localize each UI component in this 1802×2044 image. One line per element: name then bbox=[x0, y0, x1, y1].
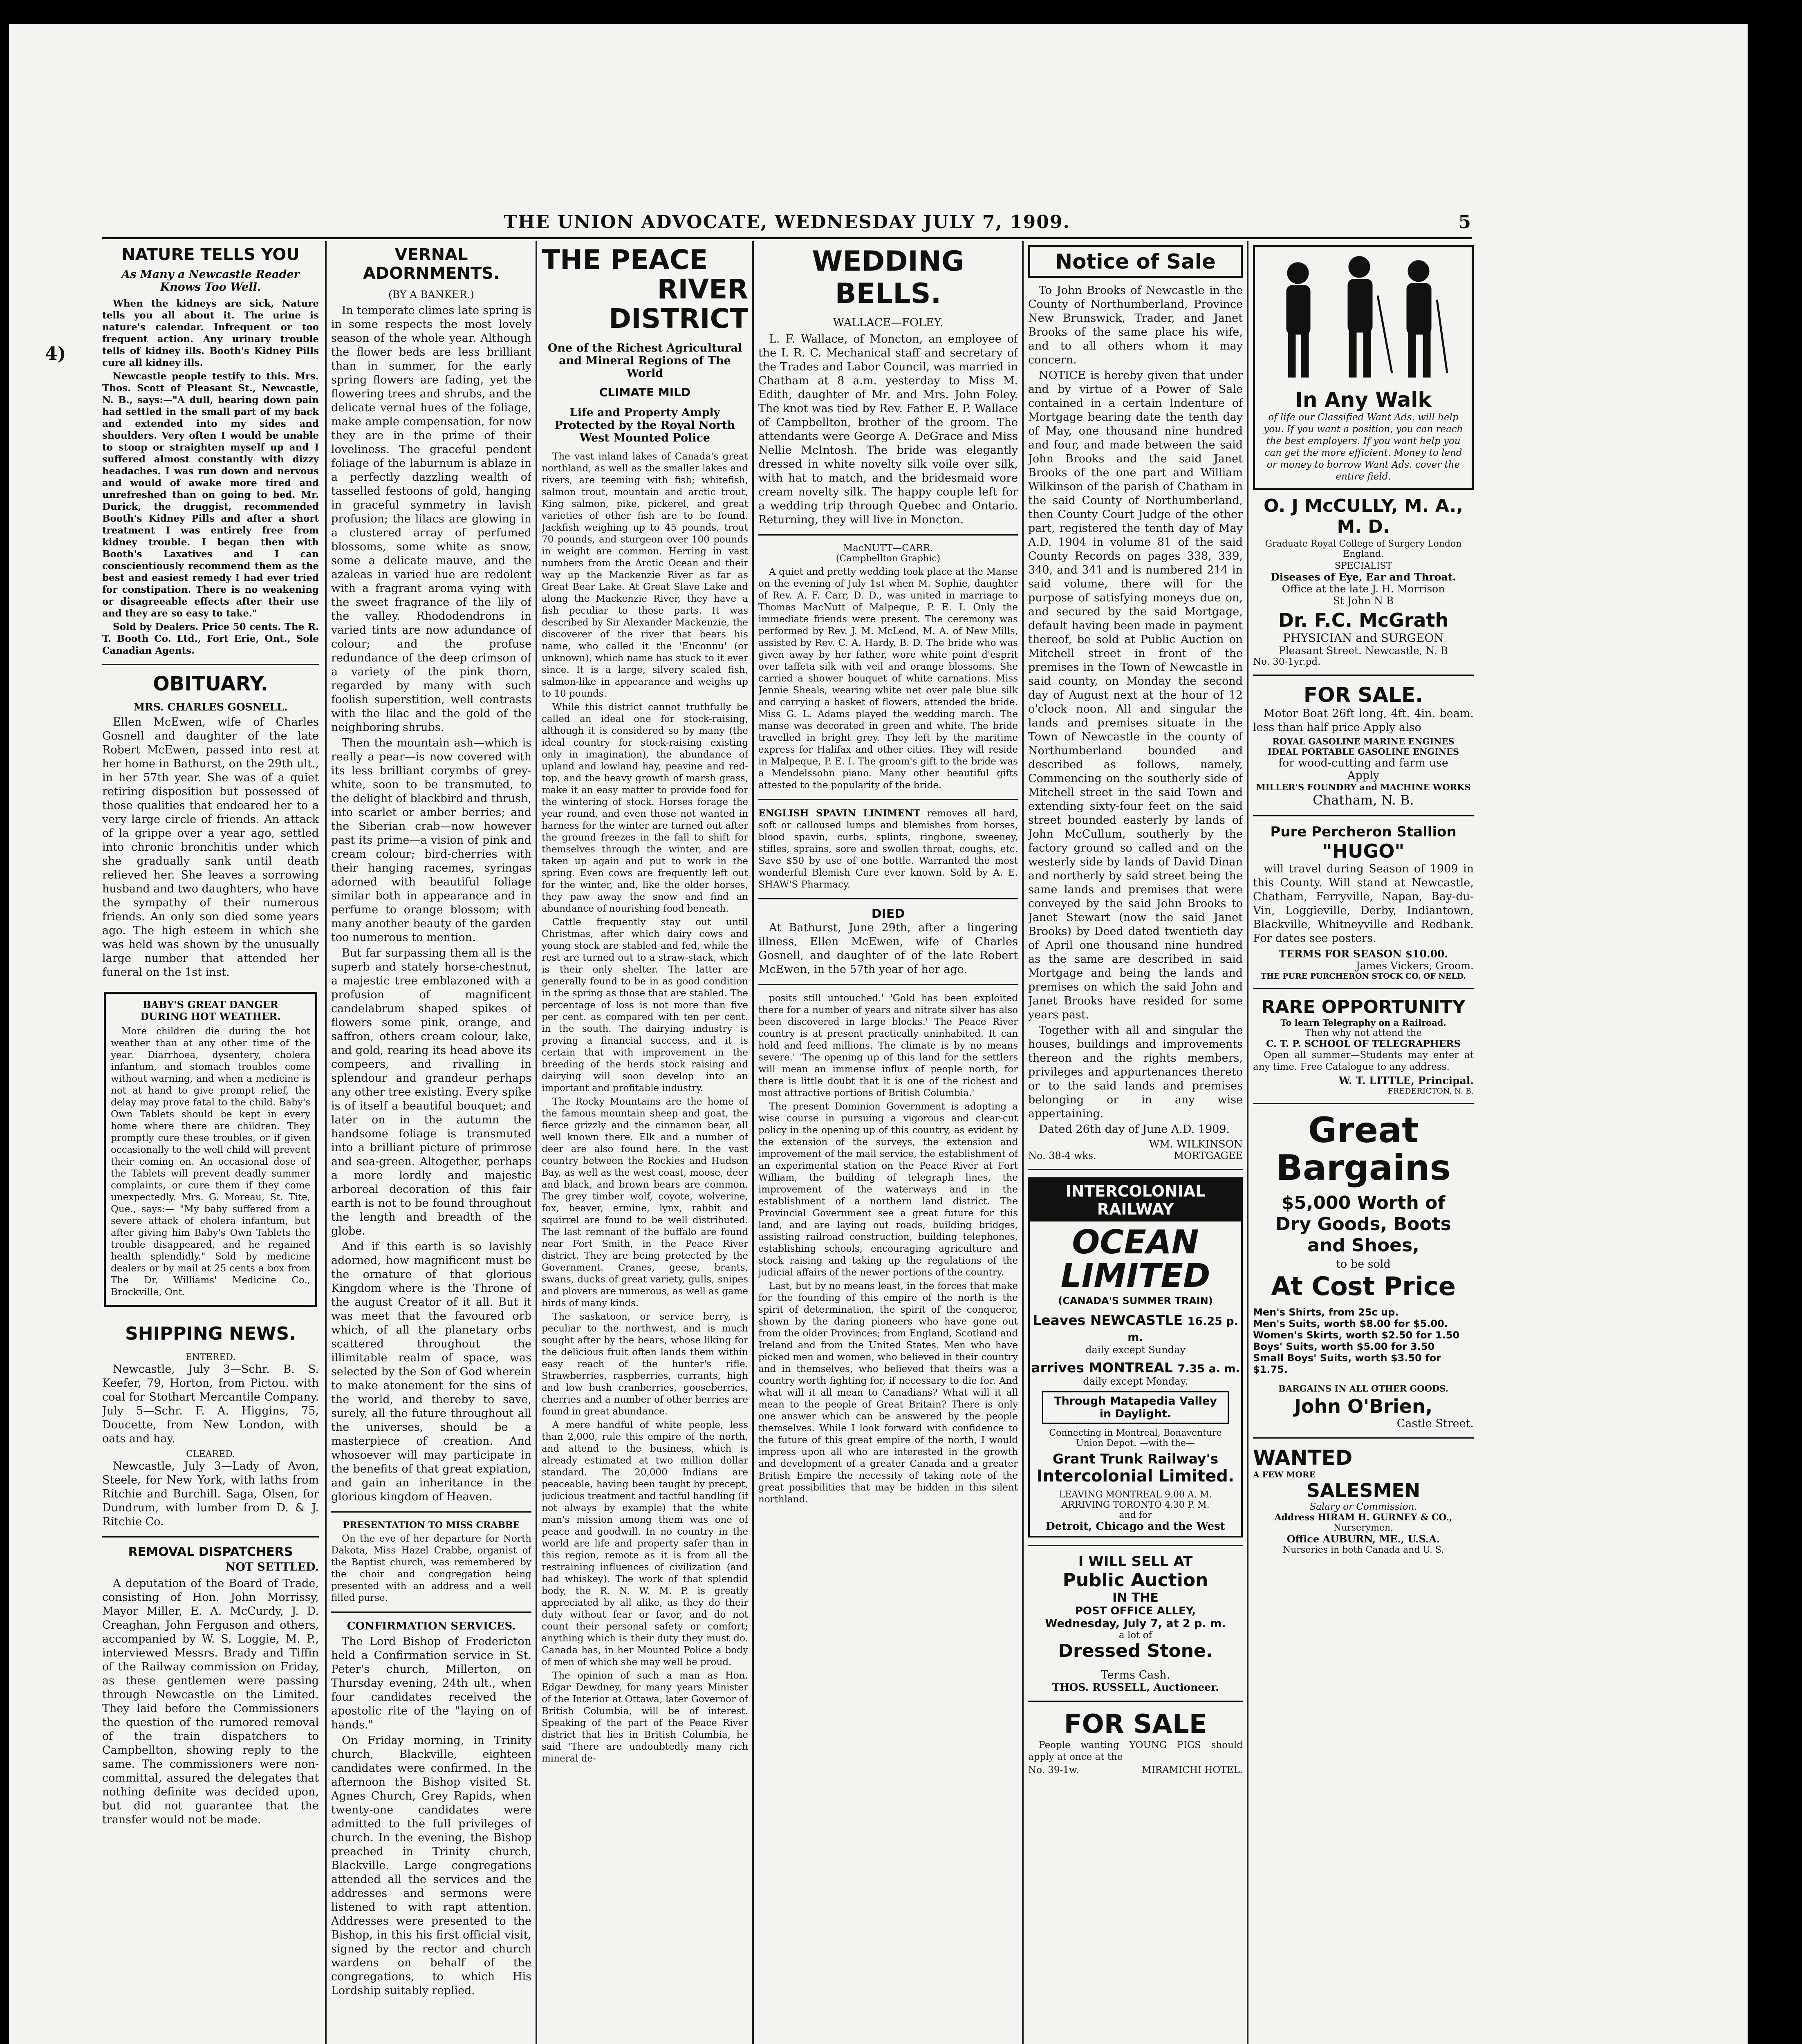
intercolonial-banner: INTERCOLONIAL RAILWAY bbox=[1030, 1179, 1241, 1221]
column-3 bbox=[542, 245, 748, 2044]
forsale-boat-line: for wood-cutting and farm use bbox=[1278, 757, 1448, 769]
rare-school: C. T. P. SCHOOL OF TELEGRAPHERS bbox=[1266, 1038, 1461, 1049]
hugo-name: "HUGO" bbox=[1322, 840, 1405, 862]
peace-paragraph: The Rocky Mountains are the home of the famous mountain sheep and goat, the fierce grizzly and the cinnamon bear, all well known there. Elk and a number of deer are also found here. In the vast country between the Rockies and Hudson Bay, as well as the west coast, moose, deer and black, and brown bears are common. The grey timber wolf, coyote, wolverine, fox, beaver, ermine, lynx, rabbit and squirrel are found to be well distributed. The last remnant of the buffalo are found near Fort Smith, in the Peace River district. They are being protected by the Government. Cranes, geese, brants, swans, ducks of great variety, gulls, snipes and plovers are numerous, as well as game birds of many kinds. bbox=[542, 1096, 748, 1309]
nature-verse: When the kidneys are sick, Nature tells you all about it. The urine is nature's calendar. Infrequent or too frequent action. Any urinary trouble tells of kidney ills. Booth's Kidney Pills cure all kidney ills. bbox=[102, 298, 319, 368]
nature-subheading: As Many a Newcastle Reader bbox=[121, 268, 300, 281]
auction-line: Wednesday, July 7, at 2 p. m. bbox=[1045, 1617, 1226, 1630]
scan-right-shadow bbox=[1748, 0, 1802, 2044]
bargains-heading: Bargains bbox=[1276, 1148, 1451, 1188]
divider bbox=[1028, 1545, 1243, 1546]
vernal-paragraph: But far surpassing them all is the superb and stately horse-chestnut, a majestic tree emblazoned with a profusion of magnificent candelabrum shaped spikes of flowers some pink, orange, and saffron, others cream colour, lake, and gold, rearing its head above its compeers, and rivalling in splendour and grandeur perhaps any other tree existing. Every spike is of itself a beautiful bouquet; and later on in the autumn the handsome foliage is transmuted into a brilliant picture of primrose and sea-green. Altogether, perhaps a more lordly and majestic arboreal decoration of this fair earth is not to be found throughout the length and breadth of the globe. bbox=[331, 947, 531, 1237]
peace-subheading: One of the Richest Agricultural and Mineral Regions of The World bbox=[547, 342, 742, 380]
divider bbox=[1253, 675, 1474, 676]
through-box bbox=[1042, 1391, 1229, 1424]
notice-dated: Dated 26th day of June A.D. 1909. bbox=[1039, 1123, 1230, 1136]
forsale-boat-line: ROYAL GASOLINE MARINE ENGINES bbox=[1272, 736, 1455, 746]
bargains-item: Small Boys' Suits, worth $3.50 for $1.75. bbox=[1253, 1352, 1441, 1375]
arriving-text: ARRIVING TORONTO 4.30 P. M. bbox=[1061, 1500, 1210, 1510]
notice-heading: Notice of Sale bbox=[1055, 250, 1216, 273]
peace-continued: Last, but by no means least, in the forces that make for the founding of this empire of the north is the spirit of determination, the spirit of the conqueror, shown by the daring pioneers who have gone out from the older Provinces; from England, Scotland and Ireland and from the United States. Men who have picked men and women, who believed in their country and in themselves, who believed that theirs was a country worth fighting for, if necessary to die for. And what will it all mean to Canadians? What will it all mean to the people of Great Britain? There is only one answer which can be answered by the people themselves. While I look forward with confidence to the future of this great empire of the north, I would impress upon all who are interested in the growth and development of a greater Canada and a greater British Empire the necessity of taking note of the great possibilities that may be hidden in this silent northland. bbox=[758, 1281, 1018, 1505]
column-6 bbox=[1253, 245, 1474, 2044]
intercolonial-ad bbox=[1028, 1177, 1243, 1537]
peace-continued: posits still untouched.' 'Gold has been exploited there for a number of years and nitrate silver has also been discovered in large blocks.' The Peace River country is at present practically uninhabited. It can hold and feed millions. The climate is by no means severe.' 'The opening up of this land for the settlers will mean an immense influx of people north, for there is little doubt that it is one of the richest and most attractive portions of British Columbia.' bbox=[758, 993, 1018, 1098]
nature-sold: Sold by Dealers. Price 50 cents. The R. T. Booth Co. Ltd., Fort Erie, Ont., Sole Canadian Agents. bbox=[102, 621, 319, 656]
bargains-heading: Great bbox=[1308, 1110, 1419, 1151]
mccully-specialist: SPECIALIST bbox=[1334, 561, 1392, 571]
divider bbox=[1028, 1701, 1243, 1702]
leaving-text: LEAVING MONTREAL 9.00 A. M. bbox=[1059, 1490, 1212, 1500]
column-rule bbox=[752, 241, 754, 2044]
auction-auctioneer: THOS. RUSSELL, Auctioneer. bbox=[1052, 1681, 1219, 1693]
mccully-office: Office at the late J. H. Morrison bbox=[1282, 583, 1445, 595]
notice-footer-left: No. 38-4 wks. bbox=[1028, 1150, 1096, 1161]
and-for-text: and for bbox=[1119, 1510, 1152, 1520]
peace-paragraph: The opinion of such a man as Hon. Edgar Dewdney, for many years Minister of the Interior at Ottawa, later Governor of British Columbia, will be of interest. Speaking of the part of the Peace River district that lies in British Columbia, he said 'There are undoubtedly many rich mineral de- bbox=[542, 1670, 748, 1764]
wedding-paragraph: L. F. Wallace, of Moncton, an employee of the I. R. C. Mechanical staff and secretary of the Trades and Labor Council, was married in Chatham at 8 a.m. yesterday to Miss M. Edith, daughter of Mr. and Mrs. John Foley. The knot was tied by Rev. Father E. P. Wallace of Campbellton, brother of the groom. The attendants were George A. DeGrace and Miss Nellie McIntosh. The bride was elegantly dressed in white novelty silk voile over silk, with hat to match, and the bridesmaid wore cream novelty silk. The happy couple left for a wedding trip through Quebec and Ontario. Returning, they will live in Moncton. bbox=[758, 333, 1018, 526]
forsale-pigs-heading: FOR SALE bbox=[1064, 1709, 1207, 1739]
shipping-entered-label: ENTERED. bbox=[185, 1352, 236, 1363]
rare-sub: To learn Telegraphy on a Railroad. bbox=[1280, 1018, 1446, 1028]
auction-line: I WILL SELL AT bbox=[1078, 1553, 1193, 1570]
arrives-label: arrives bbox=[1031, 1360, 1084, 1376]
baby-body: More children die during the hot weather than at any other time of the year. Diarrhoea, dysentery, cholera infantum, and stomach troubles come without warning, and when a medicine is not at hand to give prompt relief, the delay may prove fatal to the child. Baby's Own Tablets should be kept in every home where there are children. They promptly cure these troubles, or if given occasionally to the well child will prevent their coming on. An occasional dose of the Tablets will prevent deadly summer complaints, or cure them if they come unexpectedly. Mrs. G. Moreau, St. Tite, Que., says:— "My baby suffered from a severe attack of cholera infantum, but after giving him Baby's Own Tablets the trouble disappeared, and he regained health splendidly." Sold by medicine dealers or by mail at 25 cents a box from The Dr. Williams' Medicine Co., Brockville, Ont. bbox=[111, 1026, 310, 1298]
rare-sub: Then why not attend the bbox=[1304, 1028, 1422, 1038]
wanted-nursery: Nurserymen, bbox=[1333, 1523, 1394, 1533]
arrives-time: 7.35 a. m. bbox=[1177, 1363, 1240, 1375]
obituary-heading: OBITUARY. bbox=[152, 672, 269, 695]
peace-climate: CLIMATE MILD bbox=[599, 385, 691, 399]
bargains-other: BARGAINS IN ALL OTHER GOODS. bbox=[1278, 1383, 1448, 1394]
confirmation-paragraph: The Lord Bishop of Fredericton held a Confirmation service in St. Peter's church, Millerton, on Thursday evening, 24th ult., when four candidates received the apostolic rite of the "laying on of hands." bbox=[331, 1635, 531, 1731]
notice-paragraph: To John Brooks of Newcastle in the County of Northumberland, Province New Brunswick, Trader, and Janet Brooks of the same place his wife, and to all others whom it may concern. bbox=[1028, 284, 1243, 366]
bargains-item: Men's Suits, worth $8.00 for $5.00. bbox=[1253, 1318, 1448, 1329]
leaves-time: 16.25 p. m. bbox=[1127, 1315, 1238, 1344]
scan-top-border bbox=[0, 0, 1802, 24]
removal-subheading: NOT SETTLED. bbox=[225, 1561, 319, 1573]
wedding-subheading: MacNUTT—CARR. bbox=[843, 543, 933, 554]
bargains-line: $5,000 Worth of bbox=[1281, 1192, 1446, 1213]
died-body: At Bathurst, June 29th, after a lingering illness, Ellen McEwen, wife of Charles Gosnell, and daughter of of the late Robert McEwen, in the 57th year of her age. bbox=[758, 921, 1018, 976]
walk-ad bbox=[1253, 245, 1474, 490]
column-4 bbox=[758, 245, 1018, 2044]
mcgrath-no: No. 30-1yr.pd. bbox=[1253, 657, 1321, 667]
spavin-ad bbox=[758, 807, 1018, 891]
masthead-title: THE UNION ADVOCATE, WEDNESDAY JULY 7, 1909. bbox=[504, 212, 1070, 233]
column-rule bbox=[1022, 241, 1024, 2044]
crabbe-body: On the eve of her departure for North Dakota, Miss Hazel Crabbe, organist of the Baptist church, was remembered by the choir and congregation being presented with an address and a well filled purse. bbox=[331, 1533, 531, 1603]
forsale-boat-line: MILLER'S FOUNDRY and MACHINE WORKS bbox=[1256, 782, 1471, 792]
died-heading: DIED bbox=[871, 907, 905, 921]
arrives-place: MONTREAL bbox=[1089, 1360, 1173, 1376]
intercolonial-limited-text: Intercolonial Limited. bbox=[1036, 1467, 1235, 1486]
baby-ad bbox=[104, 992, 317, 1307]
mccully-city: St John N B bbox=[1333, 595, 1394, 607]
confirmation-paragraph: On Friday morning, in Trinity church, Blackville, eighteen candidates were confirmed. In the afternoon the Bishop visited St. Agnes Church, Grey Rapids, when twenty-one candidates were admitted to the full privileges of church. In the evening, the Bishop preached in Trinity church, Blackville. Large congregations attended all the services and the addresses and sermons were listened to with rapt attention. Addresses were presented to the Bishop, in this his first official visit, signed by the rector and church wardens on behalf of the congregations, to which His Lordship suitably replied. bbox=[331, 1734, 531, 1997]
vernal-paragraph: In temperate climes late spring is in some respects the most lovely season of the whole year. Although the flower beds are less brilliant than in summer, for the early spring flowers are fading, yet the flowering trees and shrubs, and the delicate vernal hues of the foliage, make ample compensation, for now they are in the prime of their loveliness. The graceful pendent foliage of the laburnum is ablaze in a perfectly dazzling wealth of tasselled festoons of gold, hanging in graceful symmetry in lavish profusion; the lilacs are glowing in a clustered array of perfumed blossoms, some white as snow, some a delicate mauve, and the azaleas in varied hue are redolent with a fragrant aroma vying with the sweet fragrance of the lily of the valley. Rhododendrons in varied tints are now adundance of colour; and the profuse redundance of the deep crimson of a variety of the pink thorn, regarded by many with such foolish superstition, well contrasts with the lilac and the gold of the neighboring shrubs. bbox=[331, 304, 531, 734]
rare-body: Open all summer—Students may enter at any time. Free Catalogue to any address. bbox=[1253, 1050, 1474, 1072]
divider bbox=[102, 664, 319, 665]
masthead-rule bbox=[102, 237, 1472, 239]
wanted-afew: A FEW MORE bbox=[1253, 1470, 1316, 1479]
vernal-heading: VERNAL ADORNMENTS. bbox=[363, 245, 500, 283]
shipping-heading: SHIPPING NEWS. bbox=[125, 1323, 296, 1344]
peace-subheading: Life and Property Amply Protected by the Royal North West Mounted Police bbox=[554, 406, 735, 444]
baby-heading: BABY'S GREAT DANGER bbox=[143, 999, 278, 1011]
peace-heading: RIVER DISTRICT bbox=[609, 273, 748, 334]
limited-text: LIMITED bbox=[1060, 1257, 1210, 1295]
margin-mark: 4) bbox=[45, 343, 66, 364]
mccully-diseases: Diseases of Eye, Ear and Throat. bbox=[1271, 571, 1456, 583]
bargains-item: Women's Skirts, worth $2.50 for 1.50 bbox=[1253, 1329, 1460, 1341]
summer-train: (CANADA'S SUMMER TRAIN) bbox=[1058, 1295, 1213, 1307]
column-rule bbox=[1247, 241, 1248, 2044]
shipping-entered: Newcastle, July 3—Schr. B. S. Keefer, 79, Horton, from Pictou. with coal for Stothart Mercantile Company. July 5—Schr. F. A. Higgins, 75, Doucette, from New London, with oats and hay. bbox=[102, 1363, 319, 1445]
bargains-cost: At Cost Price bbox=[1271, 1271, 1456, 1301]
mcgrath-address: Pleasant Street. Newcastle, N. B bbox=[1278, 645, 1448, 657]
divider bbox=[1253, 1437, 1474, 1439]
wedding-heading: WEDDING BELLS. bbox=[812, 245, 964, 310]
vernal-byline: (BY A BANKER.) bbox=[388, 289, 474, 300]
column-rule bbox=[325, 241, 327, 2044]
ocean-text: OCEAN bbox=[1072, 1223, 1199, 1261]
forsale-boat-line: IDEAL PORTABLE GASOLINE ENGINES bbox=[1267, 746, 1459, 757]
mcgrath-title: PHYSICIAN and SURGEON bbox=[1283, 631, 1444, 645]
mccully-sub: Graduate Royal College of Surgery London England. bbox=[1265, 539, 1462, 559]
forsale-pigs-footer bbox=[1028, 1765, 1243, 1775]
forsale-pigs-footer-right: MIRAMICHI HOTEL. bbox=[1142, 1765, 1243, 1775]
column-2 bbox=[331, 245, 531, 2044]
divider bbox=[758, 799, 1018, 800]
bargains-line: Dry Goods, Boots bbox=[1275, 1214, 1451, 1235]
page-number: 5 bbox=[1458, 212, 1472, 233]
notice-paragraph: NOTICE is hereby given that under and by virtue of a Power of Sale contained in a certain Indenture of Mortgage bearing date the tenth day of May, one thousand nine hundred and four, and made between the said John Brooks and the said Janet Brooks of the one part and William Wilkinson of the parish of Chatham in the said County of Northumberland, then County Court Judge of the other part, registered the tenth day of May A.D. 1904 in volume 81 of the said County Records on pages 338, 339, 340, and 341 and is numbered 214 in said volume, there will for the purpose of satisfying moneys due on, and secured by the said Mortgage, default having been made in payment thereof, be sold at Public Auction on Mitchell street in front of the premises in the Town of Newcastle in said county, on Monday the second day of August next at the hour of 12 o'clock noon. All and singular the lands and premises situate in the Town of Newcastle in the county of Northumberland bounded and described as follows, namely, Commencing on the southerly side of Mitchell street in the said Town and extending sixty-four feet on the said street bounded easterly by lands of John McCullum, southerly by the factory ground so called and on the westerly side by lands of David Dinan and northerly by said street being the same lands and premises that were conveyed by the said John Brooks to Janet Stewart (now the said Janet Brooks) by Deed dated twentieth day of April one thousand nine hundred as the same are described in said Mortgage and being the lands and premises on which the said John and Janet Brooks have resided for some years past. bbox=[1028, 369, 1243, 1021]
shipping-cleared: Newcastle, July 3—Lady of Avon, Steele, for New York, with laths from Ritchie and Burchill. Saga, Olsen, for Dundrum, with lumber from D. & J. Ritchie Co. bbox=[102, 1460, 319, 1528]
nature-body: Newcastle people testify to this. Mrs. Thos. Scott of Pleasant St., Newcastle, N. B., says:—"A dull, bearing down pain had settled in the small part of my back and extended into my sides and shoulders. Very often I would be unable to stoop or straighten myself up and I suffered almost constantly with dizzy headaches. I was run down and nervous and would of awake more tired and unrefreshed than on going to bed. Mr. Durick, the druggist, recommended Booth's Kidney Pills and after a short treatment I was entirely free from kidney trouble. I began then with Booth's Laxatives and I can conscientiously recommend them as the best and easiest remedy I had ever tried for constipation. There is no weakening or disagreeable effects after their use and they are so easy to take." bbox=[102, 371, 319, 619]
leaves-label: Leaves bbox=[1033, 1312, 1086, 1328]
notice-heading-box bbox=[1028, 245, 1243, 278]
peace-heading: THE PEACE bbox=[542, 245, 708, 276]
divider bbox=[1253, 1103, 1474, 1104]
peace-paragraph: Cattle frequently stay out until Christmas, after which dairy cows and young stock are stabled and fed, while the rest are turned out to a straw-stack, which is their only shelter. The latter are generally found to be in as good condition in the spring as those that are stabled. The percentage of loss is not more than five per cent. as compared with ten per cent. in the south. The dairying industry is proving a financial success, and it is certain that with improvement in the breeding of the herds stock raising and dairying will soon develop into an important and profitable industry. bbox=[542, 917, 748, 1094]
forsale-boat-line: Chatham, N. B. bbox=[1313, 792, 1414, 808]
wanted-office: Office AUBURN, ME., U.S.A. bbox=[1287, 1533, 1440, 1545]
peace-paragraph: The saskatoon, or service berry, is peculiar to the northwest, and is much sought after by the bears, whose liking for the delicious fruit often lands them within easy reach of the hunter's rifle. Strawberries, raspberries, currants, high and low bush cranberries, gooseberries, cherries and a number of other berries are found in great abundance. bbox=[542, 1311, 748, 1417]
leaves-note: daily except Sunday bbox=[1085, 1344, 1186, 1356]
nature-subheading: Knows Too Well. bbox=[160, 281, 261, 294]
rare-principal: W. T. LITTLE, Principal. bbox=[1338, 1075, 1474, 1087]
bargains-name: John O'Brien, bbox=[1294, 1395, 1433, 1417]
obituary-name: MRS. CHARLES GOSNELL. bbox=[133, 701, 288, 713]
bargains-item: Boys' Suits, worth $5.00 for 3.50 bbox=[1253, 1341, 1435, 1352]
peace-paragraph: The vast inland lakes of Canada's great northland, as well as the smaller lakes and rivers, are teeming with fish; whitefish, salmon trout, mountain and arctic trout, King salmon, pike, pickerel, and great varieties of other fish are to be found. Jackfish weighing up to 45 pounds, trout 70 pounds, and sturgeon over 100 pounds in weight are common. Herring in vast numbers from the Arctic Ocean and their way up the Mackenzie River as far as Great Bear Lake. At Great Slave Lake and along the Mackenzie River, they have a fish peculiar to those parts. It was described by Sir Alexander Mackenzie, the discoverer of the river that bears his name, who called it the 'Enconnu' (or unknown), which name has stuck to it ever since. It is a large, silvery scaled fish, salmon-like in appearance and weighs up to 10 pounds. bbox=[542, 451, 748, 699]
forsale-boat-body: Motor Boat 26ft long, 4ft. 4in. beam. less than half price Apply also bbox=[1253, 707, 1474, 734]
leaves-line bbox=[1030, 1312, 1241, 1344]
auction-item: Dressed Stone. bbox=[1058, 1641, 1213, 1661]
forsale-boat-line: Apply bbox=[1347, 769, 1379, 782]
walk-title: In Any Walk bbox=[1295, 388, 1432, 412]
hugo-terms: TERMS FOR SEASON $10.00. bbox=[1278, 948, 1448, 960]
confirmation-heading: CONFIRMATION SERVICES. bbox=[347, 1620, 516, 1632]
spavin-body: removes all hard, soft or calloused lumps and blemishes from horses, blood spavin, curbs, splints, ringbone, sweeney, stifles, sprains, sore and swollen throat, coughs, etc. Save $50 by use of one bottle. Warranted the most wonderful Blemish Cure ever known. Sold by A. E. SHAW'S Pharmacy. bbox=[758, 808, 1018, 890]
rare-heading: RARE OPPORTUNITY bbox=[1261, 997, 1466, 1018]
walk-body: of life our Classified Want Ads. will help you. If you want a position, you can reach the best employers. If you want help you can get the more efficient. Money to lend or money to borrow Want Ads. cover the entire field. bbox=[1264, 412, 1463, 482]
divider bbox=[331, 1511, 531, 1513]
bargains-item: Men's Shirts, from 25c up. bbox=[1253, 1307, 1399, 1318]
bargains-line: and Shoes, bbox=[1307, 1235, 1419, 1256]
column-1 bbox=[102, 245, 319, 2044]
wanted-salary: Salary or Commission. bbox=[1309, 1502, 1417, 1512]
wedding-paragraph: A quiet and pretty wedding took place at the Manse on the evening of July 1st when M. Sophie, daughter of Rev. A. F. Carr, D. D., was united in marriage to Thomas MacNutt of Malpeque, P. E. I. Only the immediate friends were present. The ceremony was performed by Rev. J. M. McLeod, M. A. of New Mills, assisted by Rev. C. A. Hardy, B. D. The bride who was given away by her father, wore white point d'esprit over taffeta silk with veil and orange blossoms. She carried a shower bouquet of white carnations. Miss Jennie Sheals, wearing white net over pale blue silk and carrying a basket of flowers, attended the bride. Miss G. L. Adams played the wedding march. The manse was decorated in green and white. The bride travelled in bright grey. They left by the maritime express for Halifax and other cities. They will reside in Malpeque, P. E. I. The groom's gift to the bride was a Mendelssohn piano. Many other beautiful gifts attested to the popularity of the bride. bbox=[758, 567, 1018, 791]
through-text: in Daylight. bbox=[1099, 1407, 1172, 1420]
divider bbox=[758, 534, 1018, 536]
wanted-address: Address HIRAM H. GURNEY & CO., bbox=[1274, 1512, 1452, 1523]
crabbe-heading: PRESENTATION TO MISS CRABBE bbox=[343, 1520, 520, 1531]
notice-signer: WM. WILKINSON bbox=[1149, 1138, 1243, 1150]
notice-footer-right: MORTGAGEE bbox=[1174, 1150, 1243, 1161]
nature-heading: NATURE TELLS YOU bbox=[121, 245, 300, 264]
column-rule bbox=[536, 241, 537, 2044]
mccully-name: O. J McCULLY, M. A., M. D. bbox=[1264, 495, 1463, 537]
bargains-street: Castle Street. bbox=[1396, 1417, 1474, 1430]
divider bbox=[1253, 988, 1474, 989]
wedding-source: (Campbellton Graphic) bbox=[836, 554, 941, 564]
notice-footer bbox=[1028, 1150, 1243, 1161]
peace-continued: The present Dominion Government is adopting a wise course in pursuing a vigorous and clear-cut policy in the opening up of this country, as evident by the extension of the surveys, the extension and improvement of the mail service, the establishment of an experimental station on the Peace River at Fort William, the building of telegraph lines, the improvement of the waterways and in the establishment of a northern land district. The Provincial Government see a great future for this land, and are laying out roads, building bridges, assisting railroad construction, building telephones, establishing schools, encouraging agriculture and stock raising and taking up the regulations of the judicial affairs of the newer portions of the country. bbox=[758, 1101, 1018, 1278]
hugo-groom: James Vickers, Groom. bbox=[1356, 960, 1474, 972]
divider bbox=[331, 1611, 531, 1613]
grand-trunk-text: Grant Trunk Railway's bbox=[1052, 1451, 1219, 1467]
detroit-text: Detroit, Chicago and the West bbox=[1046, 1520, 1225, 1533]
wedding-subheading: WALLACE—FOLEY. bbox=[833, 316, 944, 329]
auction-title: Public Auction bbox=[1062, 1570, 1208, 1591]
divider bbox=[758, 898, 1018, 899]
rare-city: FREDERICTON, N. B. bbox=[1387, 1087, 1474, 1096]
divider bbox=[1028, 1169, 1243, 1170]
vernal-paragraph: Then the mountain ash—which is really a pear—is now covered with its less brilliant corymbs of grey-white, soon to be transmuted, to the delight of blackbird and thrush, into scarlet or amber berries; and the Siberian crab—now however past its prime—a vision of pink and cream colour; bird-cherries with their hanging racemes, syringas adorned with beautiful foliage similar both in appearance and in perfume to orange blossom; with many another beauty of the garden too numerous to mention. bbox=[331, 737, 531, 944]
arrives-line bbox=[1030, 1360, 1241, 1376]
spavin-heading: ENGLISH SPAVIN LINIMENT bbox=[758, 808, 921, 819]
wanted-nurseries: Nurseries in both Canada and U. S. bbox=[1282, 1545, 1444, 1555]
auction-line: POST OFFICE ALLEY, bbox=[1075, 1605, 1196, 1617]
column-5 bbox=[1028, 245, 1243, 2044]
masthead bbox=[102, 212, 1472, 236]
divider bbox=[102, 1536, 319, 1537]
wanted-heading: WANTED bbox=[1253, 1446, 1353, 1470]
arrives-note: daily except Monday. bbox=[1083, 1376, 1188, 1387]
forsale-pigs-body: People wanting YOUNG PIGS should apply at once at the bbox=[1028, 1740, 1243, 1762]
divider bbox=[1253, 815, 1474, 816]
hugo-heading: Pure Percheron Stallion bbox=[1270, 824, 1457, 840]
auction-line: a lot of bbox=[1118, 1630, 1152, 1641]
hugo-body: will travel during Season of 1909 in this County. Will stand at Newcastle, Chatham, Ferryville, Napan, Bay-du-Vin, Loggieville, Derby, Indiantown, Blackville, Whitneyville and Redbank. For dates see posters. bbox=[1253, 863, 1474, 945]
connecting-text: Connecting in Montreal, Bonaventure Union Depot. —with the— bbox=[1049, 1428, 1222, 1448]
obituary-body: Ellen McEwen, wife of Charles Gosnell and daughter of the late Robert McEwen, passed into rest at her home in Bathurst, on the 29th ult., in her 57th year. She was of a quiet retiring disposition but possessed of those qualities that endeared her to a very large circle of friends. An attack of la grippe over a year ago, settled into chronic bronchitis under which she gradually sank until death relieved her. She leaves a sorrowing husband and two daughters, who have the sympathy of their numerous friends. An only son died some years ago. The high esteem in which she was held was shown by the unusually large number that attended her funeral on the 1st inst. bbox=[102, 716, 319, 979]
notice-paragraph: Together with all and singular the houses, buildings and improvements thereon and the rights members, privileges and appurtenances thereto or to the said lands and premises belonging or in any wise appertaining. bbox=[1028, 1024, 1243, 1120]
vernal-paragraph: And if this earth is so lavishly adorned, how magnificent must be the ornature of that glorious Kingdom where is the Throne of the august Creator of it all. But it was meet that the favoured orb which, of all the planetary orbs scattered throughout the illimitable realm of space, was selected by the Son of God wherein to make atonement for the sins of the world, and thereby to save, surely, all the future throughout all the universes, should be a masterpiece of creation. And whosoever will may participate in the benefits of that great expiation, and gain an inheritance in the glorious kingdom of Heaven. bbox=[331, 1240, 531, 1503]
wanted-salesmen: SALESMEN bbox=[1306, 1479, 1421, 1502]
walking-men-illustration bbox=[1261, 251, 1466, 385]
mcgrath-name: Dr. F.C. McGrath bbox=[1278, 609, 1449, 631]
removal-heading: REMOVAL DISPATCHERS bbox=[128, 1545, 293, 1559]
through-text: Through Matapedia Valley bbox=[1054, 1395, 1217, 1407]
shipping-cleared-label: CLEARED. bbox=[186, 1449, 235, 1459]
forsale-pigs-footer-left: No. 39-1w. bbox=[1028, 1765, 1079, 1775]
divider bbox=[758, 984, 1018, 985]
peace-paragraph: While this district cannot truthfully be called an ideal one for stock-raising, although it is considered so by many (the ideal country for stock-raising existing only in imagination), the abundance of upland and lowland hay, peavine and red-top, and the heavy growth of marsh grass, make it an easy matter to provide food for the wintering of stock. Horses forage the year round, and even those not wanted in harness for the winter are turned out after the ground freezes in the fall to shift for themselves through the winter, and are taken up again and put to work in the spring. Even cows are frequently left out for the winter, and, like the older horses, they paw away the snow and find an abundance of nourishing food beneath. bbox=[542, 702, 748, 914]
peace-paragraph: A mere handful of white people, less than 2,000, rule this empire of the north, and attend to the business, which is already estimated at two million dollar standard. The 20,000 Indians are peaceable, having been taught by precept, judicious treatment and tactful handling (if not always by example) that the white man's mission among them was one of peace and goodwill. In no country in the world are life and property safer than in this region, remote as it is from all the restraining influences of civilization (and bad whiskey). The work of that splendid body, the R. N. W. M. P. is greatly appreciated by all alike, as they do their duty without fear or favor, and do not count their personal safety or comfort; anything which is their duty they must do. Canada has, in her Mounted Police a body of men of which she may well be proud. bbox=[542, 1420, 748, 1667]
hugo-company: THE PURE PURCHERON STOCK CO. OF NELD. bbox=[1260, 972, 1466, 981]
leaves-place: NEWCASTLE bbox=[1090, 1312, 1183, 1328]
bargains-line: to be sold bbox=[1336, 1258, 1391, 1271]
auction-terms: Terms Cash. bbox=[1100, 1669, 1170, 1681]
baby-heading: DURING HOT WEATHER. bbox=[140, 1011, 281, 1022]
auction-line: IN THE bbox=[1112, 1591, 1159, 1605]
forsale-boat-heading: FOR SALE. bbox=[1303, 683, 1423, 707]
removal-body: A deputation of the Board of Trade, consisting of Hon. John Morrissy, Mayor Miller, E. A. McCurdy, J. D. Creaghan, John Ferguson and others, accompanied by W. S. Loggie, M. P., interviewed Messrs. Brady and Tiffin of the Railway commission on Friday, as these gentlemen were passing through Newcastle on the Limited. They laid before the Commissioners the question of the rumored removal of the train dispatchers to Campbellton, showing reply to the same. The commissioners were non-committal, assured the delegates that nothing definite was decided upon, but did not guarantee that the transfer would not be made. bbox=[102, 1577, 319, 1826]
scan-left-border bbox=[0, 0, 9, 2044]
